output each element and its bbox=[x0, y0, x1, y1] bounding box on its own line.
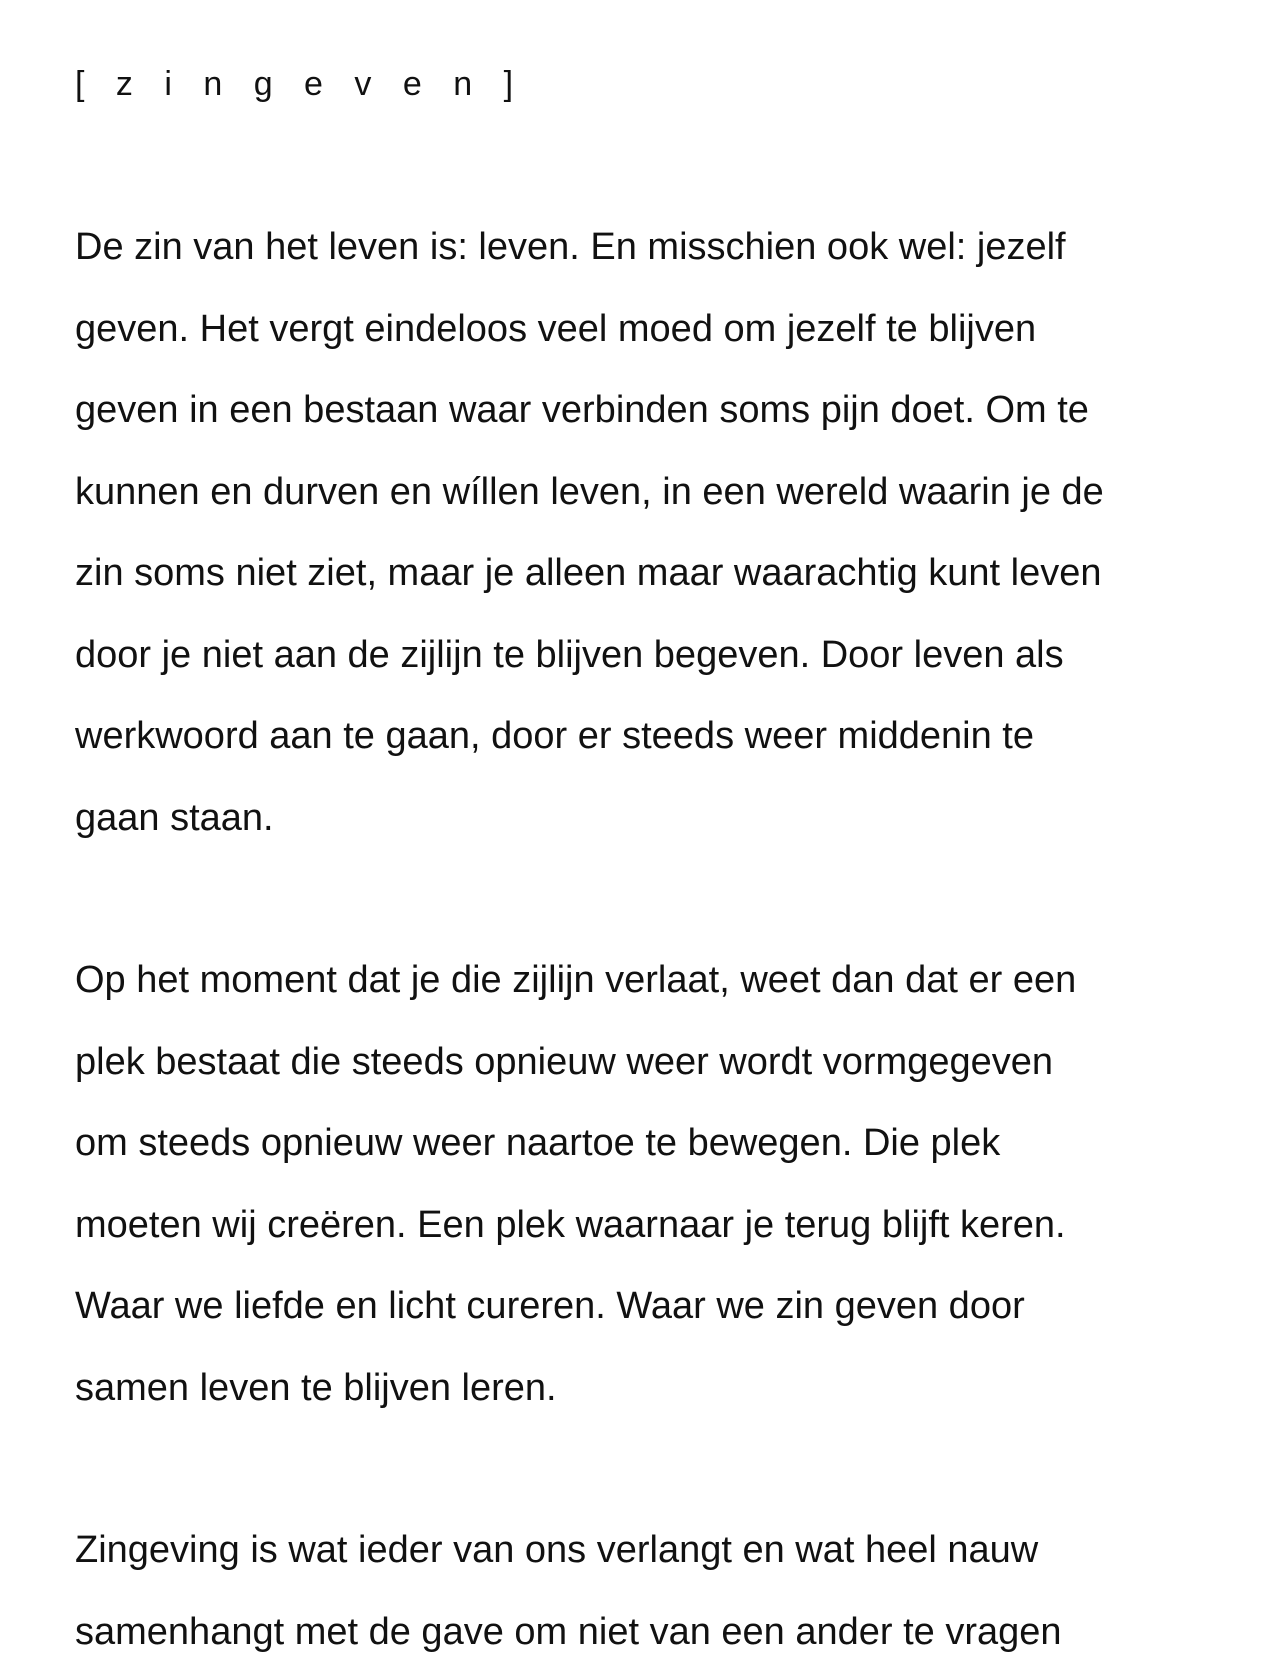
text-line: door je niet aan de zijlijn te blijven begeven. Door leven als bbox=[75, 633, 1064, 676]
text-line: zin soms niet ziet, maar je alleen maar waarachtig kunt leven bbox=[75, 552, 1102, 594]
text-line: geven. Het vergt eindeloos veel moed om jezelf te blijven bbox=[75, 307, 1037, 350]
text-line: Waar we liefde en licht cureren. Waar we zin geven door bbox=[75, 1285, 1025, 1327]
paragraph-2 bbox=[75, 940, 1225, 1429]
text-line: kunnen en durven en wíllen leven, in een wereld waarin je de bbox=[75, 470, 1104, 513]
text-line: Zingeving is wat ieder van ons verlangt en wat heel nauw bbox=[75, 1529, 1039, 1571]
text-line: geven in een bestaan waar verbinden soms pijn doet. Om te bbox=[75, 389, 1089, 431]
text-line: werkwoord aan te gaan, door er steeds weer middenin te bbox=[75, 715, 1034, 757]
paragraph-1 bbox=[75, 207, 1225, 859]
text-line: moeten wij creëren. Een plek waarnaar je terug blijft keren. bbox=[75, 1203, 1066, 1246]
text-line: plek bestaat die steeds opnieuw weer wordt vormgegeven bbox=[75, 1040, 1054, 1083]
text-line: om steeds opnieuw weer naartoe te bewegen. Die plek bbox=[75, 1122, 1001, 1164]
text-line: Op het moment dat je die zijlijn verlaat, weet dan dat er een bbox=[75, 959, 1077, 1001]
text-line: De zin van het leven is: leven. En misschien ook wel: jezelf bbox=[75, 226, 1066, 268]
document-title: [ z i n g e v e n ] bbox=[75, 65, 525, 103]
text-line: samenhangt met de gave om niet van een ander te vragen bbox=[75, 1610, 1062, 1653]
text-line: samen leven te blijven leren. bbox=[75, 1366, 557, 1409]
text-line: gaan staan. bbox=[75, 796, 274, 839]
paragraph-3 bbox=[75, 1510, 1225, 1663]
